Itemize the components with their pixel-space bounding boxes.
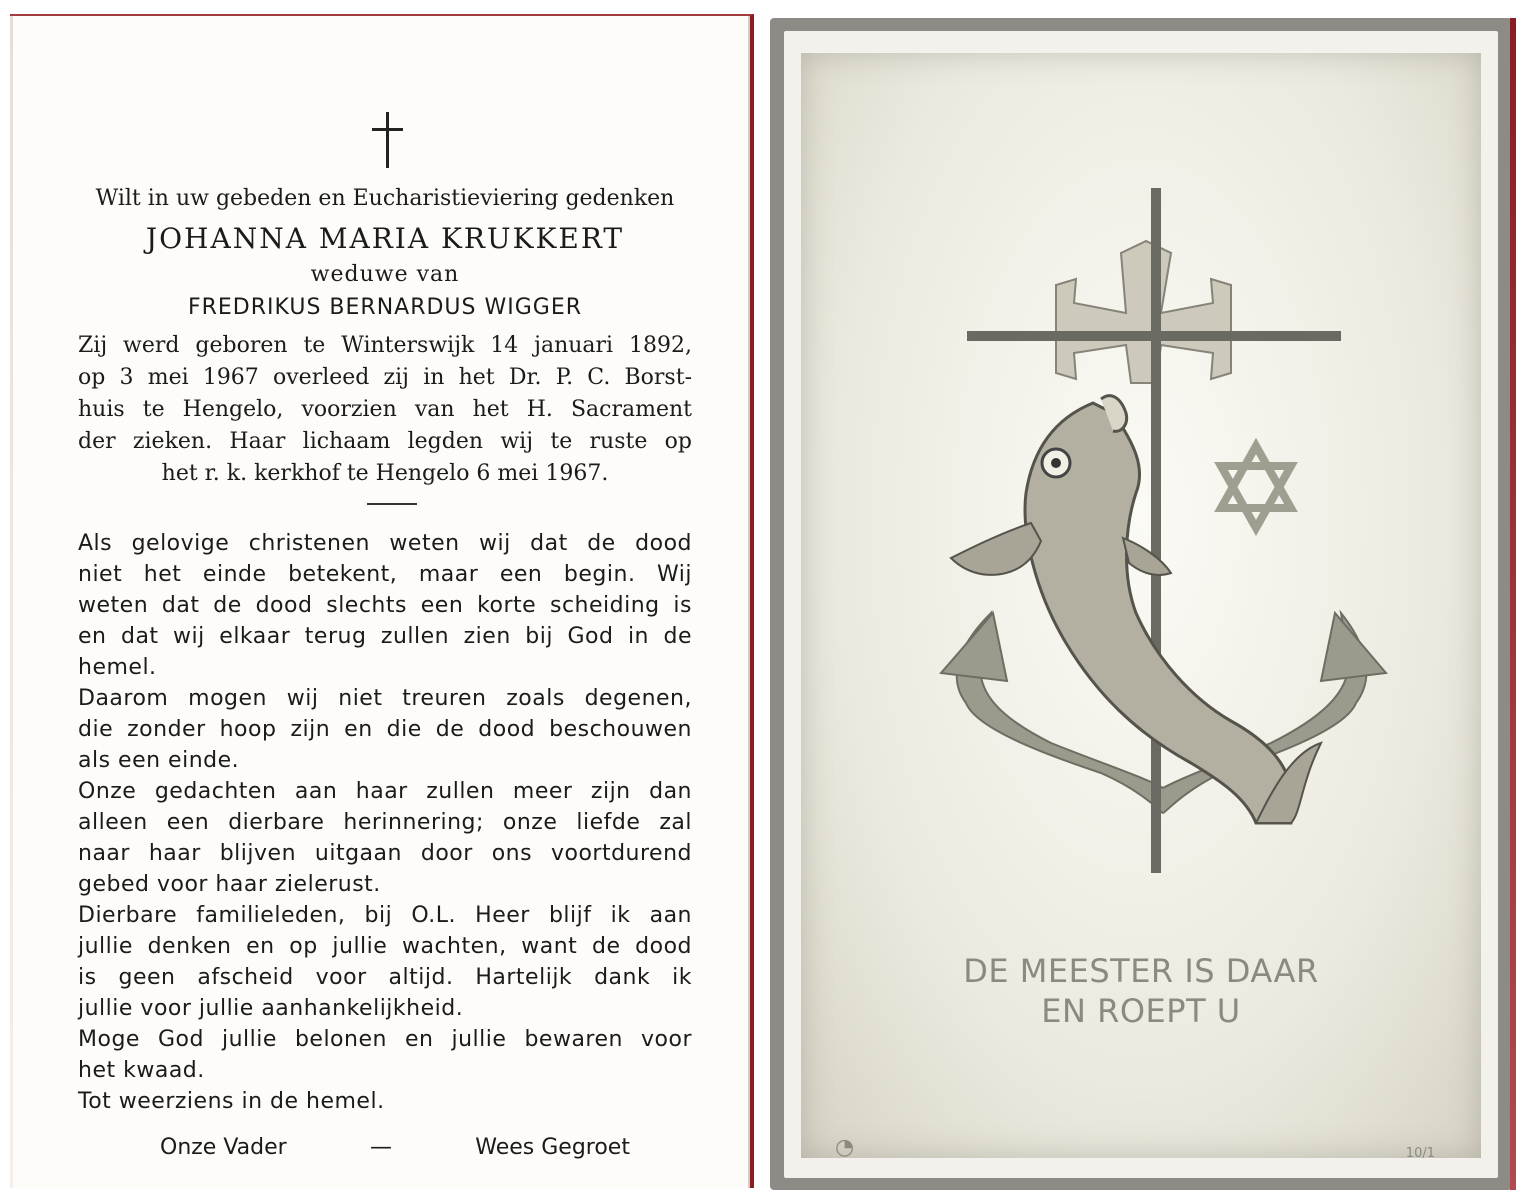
body-line: Dierbare familieleden, bij O.L. Heer blijf ik aan xyxy=(78,903,692,928)
devotional-image xyxy=(801,53,1481,1161)
motto xyxy=(801,951,1481,1031)
bio-line: der zieken. Haar lichaam legden wij te ruste op xyxy=(78,429,692,454)
prayer-separator: — xyxy=(369,1135,392,1160)
memorial-card-picture-side xyxy=(770,18,1512,1190)
bio-line: Zij werd geboren te Winterswijk 14 januari 1892, xyxy=(78,333,692,358)
body-line: Als gelovige christenen weten wij dat de dood xyxy=(78,531,692,556)
body-line: jullie voor jullie aanhankelijkheid. xyxy=(78,996,464,1021)
bio-line: op 3 mei 1967 overleed zij in het Dr. P. C. Borst- xyxy=(78,365,692,390)
body-line: hemel. xyxy=(78,655,157,680)
body-line: Moge God jullie belonen en jullie bewaren voor xyxy=(78,1027,692,1052)
body-line: is geen afscheid voor altijd. Hartelijk dank ik xyxy=(78,965,692,990)
body-line: jullie denken en op jullie wachten, want de dood xyxy=(78,934,692,959)
memorial-card-text-side xyxy=(10,14,754,1188)
star-of-david-icon xyxy=(1221,446,1291,528)
biography xyxy=(78,330,692,490)
body-line: gebed voor haar zielerust. xyxy=(78,872,381,897)
husband-name: FREDRIKUS BERNARDUS WIGGER xyxy=(187,295,583,320)
motto-line-1: DE MEESTER IS DAAR xyxy=(963,952,1319,990)
reflection-text xyxy=(78,528,692,1117)
body-line: naar haar blijven uitgaan door ons voortdurend xyxy=(78,841,692,866)
prayers xyxy=(160,1133,630,1163)
printer-logo-icon: ◔ xyxy=(835,1135,855,1160)
body-line: alleen een dierbare herinnering; onze liefde zal xyxy=(78,810,692,835)
body-line: Daarom mogen wij niet treuren zoals degenen, xyxy=(78,686,692,711)
body-line: weten dat de dood slechts een korte scheiding is xyxy=(78,593,692,618)
card-frame xyxy=(784,31,1498,1178)
cross-icon xyxy=(386,112,389,168)
print-code: 10/1 xyxy=(1405,1146,1435,1161)
divider xyxy=(367,503,417,505)
body-line: die zonder hoop zijn en die de dood beschouwen xyxy=(78,717,692,742)
deceased-name: JOHANNA MARIA KRUKKERT xyxy=(145,222,625,255)
bio-line: het r. k. kerkhof te Hengelo 6 mei 1967. xyxy=(161,461,609,486)
body-line: Onze gedachten aan haar zullen meer zijn dan xyxy=(78,779,692,804)
bio-line: huis te Hengelo, voorzien van het H. Sacrament xyxy=(78,397,692,422)
body-line: Tot weerziens in de hemel. xyxy=(78,1089,385,1114)
widow-of-label: weduwe van xyxy=(310,262,460,287)
body-line: niet het einde betekent, maar een begin. Wij xyxy=(78,562,692,587)
prayer-our-father: Onze Vader xyxy=(160,1135,287,1160)
body-line: het kwaad. xyxy=(78,1058,205,1083)
prayer-hail-mary: Wees Gegroet xyxy=(475,1135,630,1160)
body-line: en dat wij elkaar terug zullen zien bij God in de xyxy=(78,624,692,649)
motto-line-2: EN ROEPT U xyxy=(1041,992,1241,1030)
intro-line: Wilt in uw gebeden en Eucharistieviering gedenken xyxy=(95,186,675,211)
body-line: als een einde. xyxy=(78,748,240,773)
